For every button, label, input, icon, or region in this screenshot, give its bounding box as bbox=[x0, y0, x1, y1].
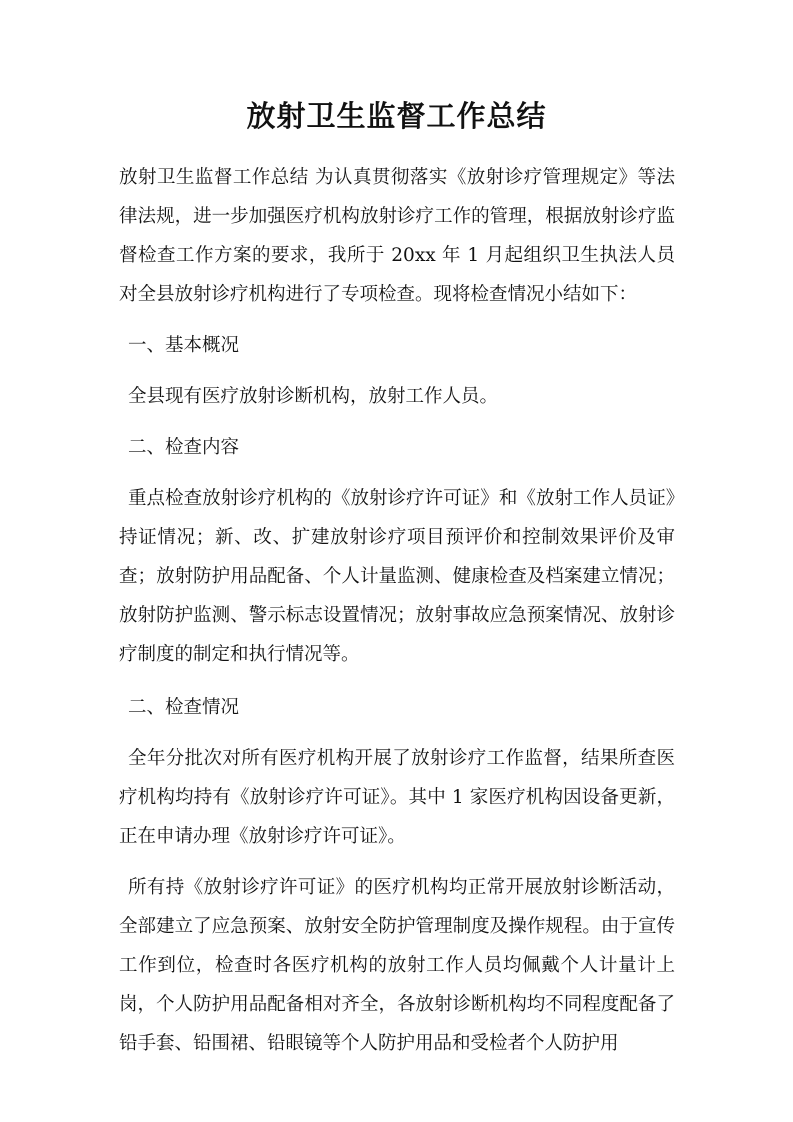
overview-paragraph: 全县现有医疗放射诊断机构，放射工作人员。 bbox=[128, 386, 499, 407]
document-title: 放射卫生监督工作总结 bbox=[246, 99, 547, 133]
licensed-institutions-paragraph: 所有持《放射诊疗许可证》的医疗机构均正常开展放射诊断活动，全部建立了应急预案、放射安全防护管理制度及操作规程。由于宣传工作到位，检查时各医疗机构的放射工作人员均佩戴个人计量计上岗，个人防护用品配备相对齐全，各放射诊断机构均不同程度配备了铅手套、铅围裙、铅眼镜等个人防护用品和受检者个人防护用 bbox=[119, 877, 675, 1054]
section-heading-inspection-results: 二、检查情况 bbox=[128, 697, 240, 718]
document-body bbox=[119, 158, 675, 1063]
inspection-content-paragraph: 重点检查放射诊疗机构的《放射诊疗许可证》和《放射工作人员证》持证情况；新、改、扩建放射诊疗项目预评价和控制效果评价及审查；放射防护用品配备、个人计量监测、健康检查及档案建立情况；放射防护监测、警示标志设置情况；放射事故应急预案情况、放射诊疗制度的制定和执行情况等。 bbox=[119, 488, 675, 665]
inspection-results-paragraph: 全年分批次对所有医疗机构开展了放射诊疗工作监督，结果所查医疗机构均持有《放射诊疗许可证》。其中 1 家医疗机构因设备更新，正在申请办理《放射诊疗许可证》。 bbox=[119, 748, 675, 847]
section-heading-inspection-content: 二、检查内容 bbox=[128, 437, 240, 458]
section-heading-overview: 一、基本概况 bbox=[128, 335, 240, 356]
intro-paragraph: 放射卫生监督工作总结 为认真贯彻落实《放射诊疗管理规定》等法律法规，进一步加强医疗机构放射诊疗工作的管理，根据放射诊疗监督检查工作方案的要求，我所于 20xx 年 1 月起组织卫生执法人员对全县放射诊疗机构进行了专项检查。现将检查情况小结如下： bbox=[119, 167, 675, 305]
